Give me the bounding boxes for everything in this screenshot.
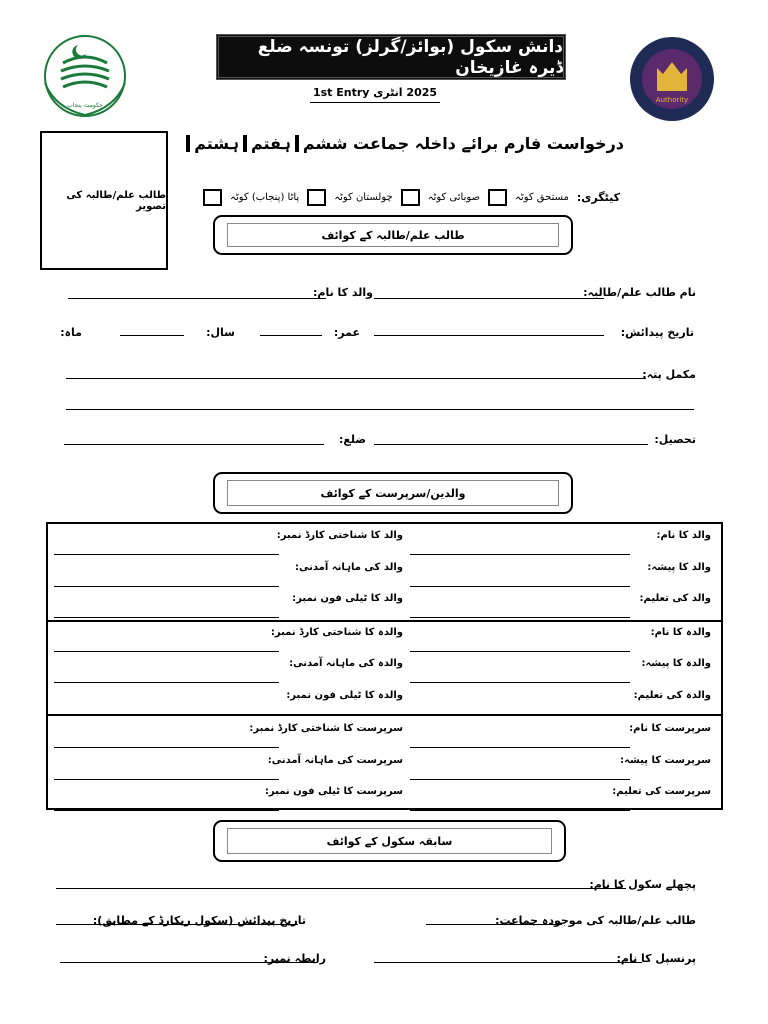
- student-photo-box[interactable]: [40, 131, 168, 270]
- table-row-field[interactable]: [410, 747, 630, 748]
- table-row-field[interactable]: [54, 810, 279, 811]
- parents-table: [46, 522, 723, 810]
- table-row-label: سرپرست کا ٹیلی فون نمبر:: [264, 786, 403, 797]
- dob-label: تاریخ پیدائش:: [620, 326, 694, 339]
- table-row-field[interactable]: [410, 651, 630, 652]
- month-label: ماہ:: [60, 326, 82, 339]
- table-row-field[interactable]: [410, 682, 630, 683]
- category-option-checkbox[interactable]: [203, 189, 222, 206]
- section-title: والدین/سرپرست کے کوائف: [227, 480, 559, 506]
- category-row: [180, 186, 620, 208]
- contact-field[interactable]: [60, 962, 318, 963]
- principal-field[interactable]: [374, 962, 642, 963]
- table-row-field[interactable]: [54, 682, 279, 683]
- dob-record-field[interactable]: [56, 924, 298, 925]
- table-row-field[interactable]: [410, 810, 630, 811]
- table-row-label: والدہ کا ٹیلی فون نمبر:: [286, 689, 403, 701]
- class-eighth-checkbox[interactable]: [186, 135, 190, 152]
- table-row-field[interactable]: [54, 586, 279, 587]
- table-row-label: سرپرست کا نام:: [629, 723, 711, 734]
- district-label: ضلع:: [338, 433, 366, 446]
- table-row-label: والد کی تعلیم:: [639, 593, 711, 604]
- table-row-label: والد کا نام:: [656, 530, 711, 541]
- year-field[interactable]: [120, 335, 184, 336]
- address-field[interactable]: [66, 378, 646, 379]
- category-label: کیٹگری:: [576, 190, 620, 204]
- category-option-checkbox[interactable]: [488, 189, 507, 206]
- table-row-field[interactable]: [410, 554, 630, 555]
- table-row-field[interactable]: [54, 714, 279, 715]
- district-field[interactable]: [64, 444, 324, 445]
- dob-field[interactable]: [374, 335, 604, 336]
- form-title: درخواست فارم برائے داخلہ جماعت ششم: [302, 133, 624, 153]
- table-row-label: والد کی ماہانہ آمدنی:: [295, 561, 403, 573]
- table-row-label: والدہ کا نام:: [650, 626, 711, 638]
- table-row-field[interactable]: [54, 554, 279, 555]
- principal-label: پرنسپل کا نام:: [616, 952, 696, 965]
- table-row-label: سرپرست کا پیشہ:: [620, 754, 711, 766]
- address-label: مکمل پتہ:: [642, 368, 696, 381]
- table-row-label: سرپرست کی تعلیم:: [612, 786, 711, 797]
- photo-label: طالب علم/طالبہ کی تصویر: [66, 189, 166, 212]
- tehsil-label: تحصیل:: [654, 433, 696, 446]
- contact-label: رابطہ نمبر:: [263, 952, 326, 965]
- tehsil-field[interactable]: [374, 444, 648, 445]
- current-class-field[interactable]: [426, 924, 562, 925]
- address-field-line2[interactable]: [66, 409, 694, 410]
- school-banner-title: دانش سکول (بوائز/گرلز) تونسہ ضلع ڈیرہ غازیخان: [216, 34, 566, 80]
- table-row-label: والدہ کی تعلیم:: [633, 689, 711, 701]
- punjab-government-logo: [33, 33, 137, 119]
- table-row-field[interactable]: [410, 586, 630, 587]
- section-title: طالب علم/طالبہ کے کوائف: [227, 223, 559, 247]
- class-seventh-checkbox[interactable]: [243, 135, 247, 152]
- student-name-field[interactable]: [374, 298, 604, 299]
- table-row-field[interactable]: [410, 617, 630, 618]
- table-row-label: سرپرست کا شناختی کارڈ نمبر:: [249, 723, 403, 734]
- entry-label: 2025 انٹری 1st Entry: [310, 86, 440, 103]
- table-row-label: والد کا شناختی کارڈ نمبر:: [276, 530, 403, 541]
- father-name-label: والد کا نام:: [312, 286, 373, 299]
- svg-text:حکومت پنجاب: حکومت پنجاب: [67, 102, 103, 109]
- student-name-label: نام طالب علم/طالبہ:: [583, 286, 696, 299]
- age-field[interactable]: [260, 335, 322, 336]
- table-row-field[interactable]: [410, 714, 630, 715]
- table-row-label: والدہ کا شناختی کارڈ نمبر:: [270, 626, 403, 638]
- table-row-field[interactable]: [54, 779, 279, 780]
- table-row-field[interactable]: [54, 747, 279, 748]
- category-option-label: پاٹا (پنجاب) کوٹہ: [230, 191, 300, 203]
- table-row-label: سرپرست کی ماہانہ آمدنی:: [267, 754, 403, 766]
- daanish-authority-logo: [627, 36, 717, 122]
- table-row-label: والد کا ٹیلی فون نمبر:: [292, 593, 403, 604]
- category-option-checkbox[interactable]: [307, 189, 326, 206]
- svg-text:Authority: Authority: [655, 96, 689, 104]
- table-row-label: والدہ کا پیشہ:: [641, 658, 711, 669]
- category-option-label: مستحق کوٹہ: [515, 191, 569, 203]
- table-row-label: والدہ کی ماہانہ آمدنی:: [289, 658, 403, 669]
- prev-school-field[interactable]: [56, 888, 626, 889]
- current-class-label: طالب علم/طالبہ کی موجودہ جماعت:: [495, 914, 696, 927]
- year-label: سال:: [206, 326, 235, 339]
- section-title: سابقہ سکول کے کوائف: [227, 828, 552, 854]
- prev-school-label: پچھلے سکول کا نام:: [589, 878, 696, 891]
- section-header-student: [213, 215, 573, 255]
- table-row-label: والد کا پیشہ:: [647, 561, 711, 573]
- section-header-school: [213, 820, 566, 862]
- form-title-row: [194, 130, 624, 156]
- category-option-label: صوبائی کوٹہ: [427, 191, 481, 203]
- class-seventh-label: ہفتم: [250, 133, 291, 153]
- father-name-field[interactable]: [68, 298, 326, 299]
- class-eighth-label: ہشتم: [194, 133, 239, 153]
- dob-record-label: تاریخ پیدائش (سکول ریکارڈ کے مطابق):: [92, 914, 306, 927]
- table-row-field[interactable]: [410, 779, 630, 780]
- category-option-label: چولستان کوٹہ: [334, 191, 393, 203]
- table-divider: [48, 620, 721, 622]
- category-option-checkbox[interactable]: [401, 189, 420, 206]
- section-header-parents: [213, 472, 573, 514]
- class-sixth-checkbox[interactable]: [295, 135, 299, 152]
- table-row-field[interactable]: [54, 651, 279, 652]
- table-row-field[interactable]: [54, 617, 279, 618]
- age-label: عمر:: [333, 326, 360, 339]
